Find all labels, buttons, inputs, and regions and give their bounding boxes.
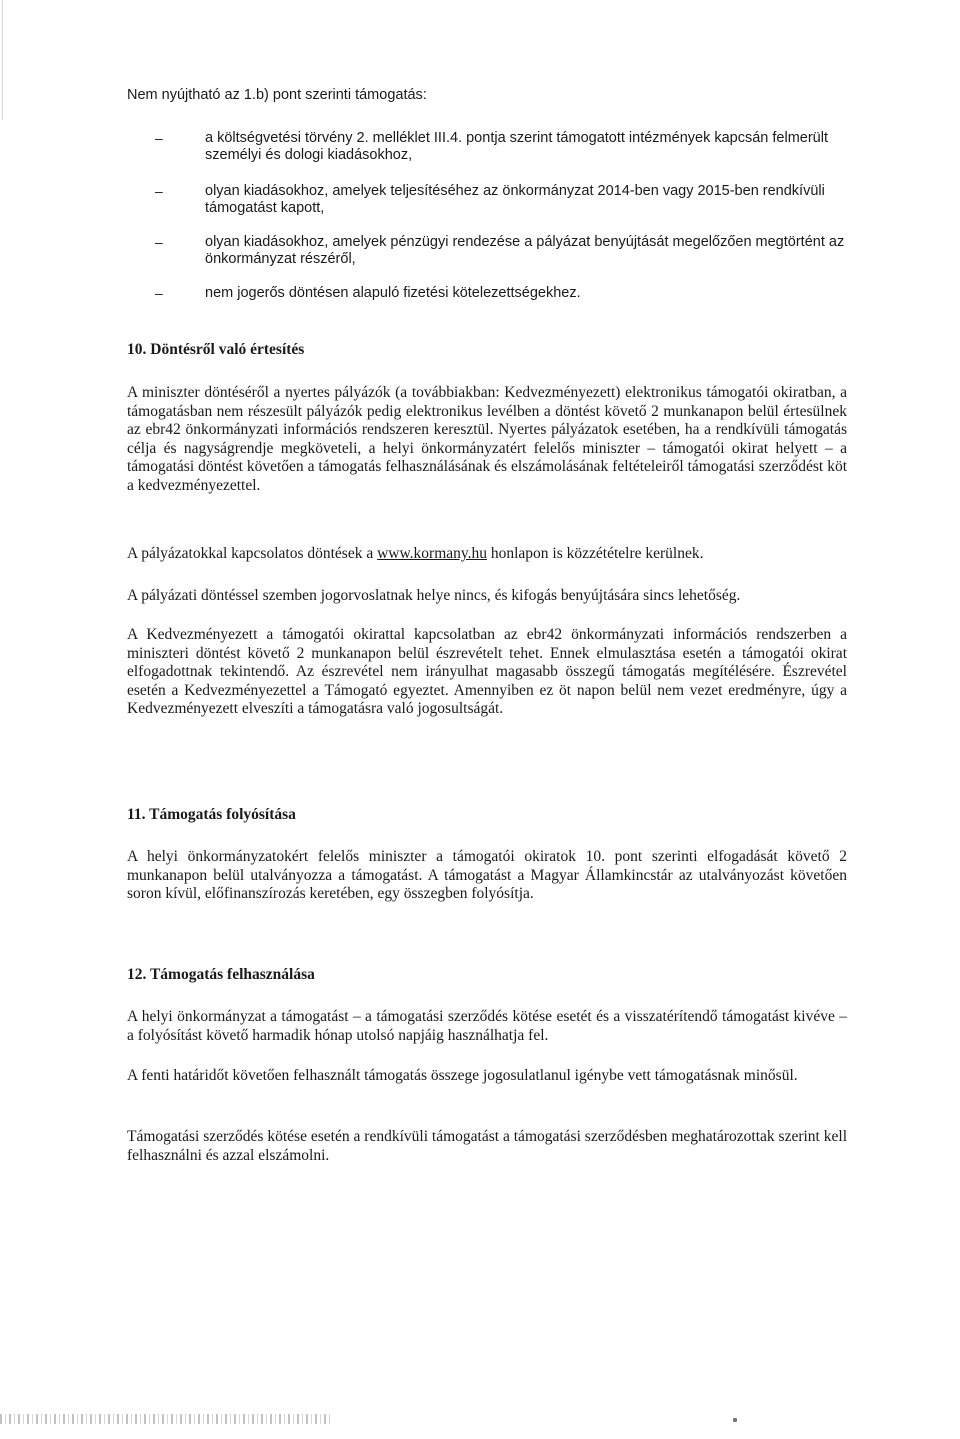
- section-12-heading: 12. Támogatás felhasználása: [127, 966, 315, 983]
- section-11-heading: 11. Támogatás folyósítása: [127, 806, 296, 823]
- section-12-paragraph: Támogatási szerződés kötése esetén a rendkívüli támogatást a támogatási szerződésben meghatározottak szerint kell felhasználni és azzal elszámolni.: [127, 1128, 847, 1164]
- bullet-item: olyan kiadásokhoz, amelyek pénzügyi rendezése a pályázat benyújtását megelőzően megtörtént az önkormányzat részéről,: [205, 234, 845, 267]
- paragraph-text: A pályázatokkal kapcsolatos döntések a: [127, 545, 378, 562]
- bullet-item: olyan kiadásokhoz, amelyek teljesítéséhez az önkormányzat 2014-ben vagy 2015-ben rendkívüli támogatást kapott,: [205, 183, 825, 216]
- section-10-paragraph: [127, 545, 847, 564]
- section-12-paragraph: A fenti határidőt követően felhasznált támogatás összege jogosulatlanul igénybe vett támogatásnak minősül.: [127, 1067, 798, 1084]
- section-12-paragraph: A helyi önkormányzat a támogatást – a támogatási szerződés kötése esetét és a visszatérítendő támogatást kivéve – a folyósítást követő harmadik hónap utolsó napjáig használhatja fel.: [127, 1008, 847, 1044]
- kormany-link[interactable]: www.kormany.hu: [377, 545, 487, 562]
- scan-artifact-dot: [733, 1418, 737, 1422]
- bullet-dash: –: [155, 234, 163, 250]
- section-10-paragraph: A pályázati döntéssel szemben jogorvoslatnak helye nincs, és kifogás benyújtására sincs lehetőség.: [127, 587, 741, 604]
- section-10-paragraph: A Kedvezményezett a támogatói okirattal kapcsolatban az ebr42 önkormányzati információs rendszerben a miniszteri döntést követő 2 munkanapon belül észrevételt tehet. Ennek elmulasztása esetén a támogatói okirat elfogadottnak tekintendő. Az észrevétel nem irányulhat magasabb összegű támogatás megítélésére. Észrevétel esetén a Kedvezményezettel a Támogató egyeztet. Amennyiben ez öt napon belül nem vezet eredményre, úgy a Kedvezményezett elveszíti a támogatásra való jogosultságát.: [127, 626, 847, 717]
- scan-edge-line: [2, 0, 3, 120]
- section-11-paragraph: A helyi önkormányzatokért felelős miniszter a támogatói okiratok 10. pont szerinti elfogadását követő 2 munkanapon belül utalványozza a támogatást. A támogatást a Magyar Államkincstár az utalványozást követően soron kívül, előfinanszírozás keretében, egy összegben folyósítja.: [127, 848, 847, 902]
- bullet-dash: –: [155, 183, 163, 199]
- bullet-item: a költségvetési törvény 2. melléklet III.4. pontja szerint támogatott intézmények kapcsán felmerült személyi és dologi kiadásokhoz,: [205, 130, 828, 163]
- bullet-dash: –: [155, 130, 163, 146]
- bullet-dash: –: [155, 285, 163, 301]
- bullet-item: nem jogerős döntésen alapuló fizetési kötelezettségekhez.: [205, 285, 581, 301]
- scan-artifact: [0, 1414, 330, 1424]
- intro-text: Nem nyújtható az 1.b) pont szerinti támogatás:: [127, 87, 427, 103]
- paragraph-text: honlapon is közzétételre kerülnek.: [487, 545, 704, 562]
- section-10-heading: 10. Döntésről való értesítés: [127, 341, 305, 358]
- section-10-paragraph: A miniszter döntéséről a nyertes pályázók (a továbbiakban: Kedvezményezett) elektronikus támogatói okiratban, a támogatásban nem részesült pályázók pedig elektronikus levélben a döntést követő 2 munkanapon belül értesülnek az ebr42 önkormányzati információs rendszeren keresztül. Nyertes pályázatok esetében, ha a rendkívüli támogatás célja és nagyságrendje megköveteli, a helyi önkormányzatért felelős miniszter – támogatói okirat helyett – a támogatási döntést követően a támogatás felhasználásának és elszámolásának feltételeiről támogatási szerződést köt a kedvezményezettel.: [127, 384, 847, 494]
